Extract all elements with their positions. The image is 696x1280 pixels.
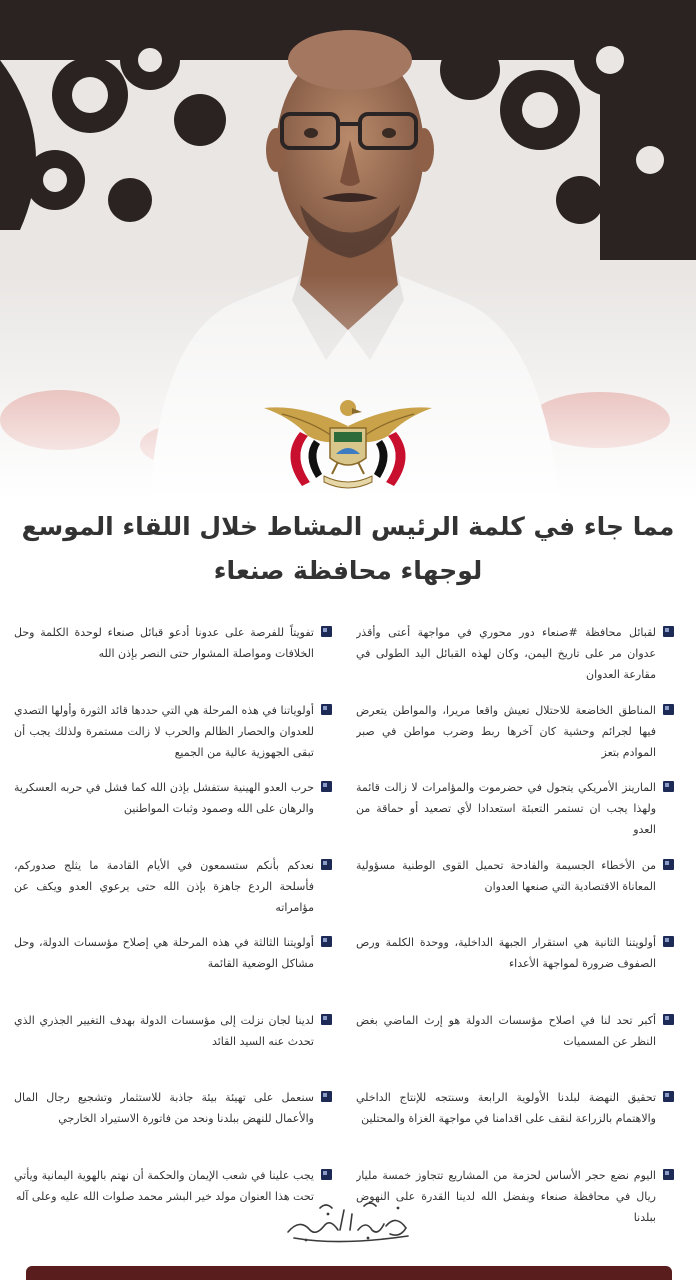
square-bullet-icon <box>663 704 674 715</box>
quote-item: المناطق الخاضعة للاحتلال تعيش واقعا مريرا، والمواطن يتعرض فيها لجرائم وحشية كان آخرها ربط وضرب مواطن في صبر الموادم بتعز <box>356 700 674 778</box>
square-bullet-icon <box>321 1091 332 1102</box>
square-bullet-icon <box>663 1014 674 1025</box>
presidency-office-calligraphy-logo <box>280 1196 416 1248</box>
quote-item: لقبائل محافظة #صنعاء دور محوري في مواجهة أعتى وأقذر عدوان مر على تاريخ اليمن، وكان لهذه القبائل اليد الطولى في مقارعة العدوان <box>356 622 674 700</box>
square-bullet-icon <box>321 781 332 792</box>
right-quotes-column <box>356 622 674 1242</box>
quote-item: نعدكم بأنكم ستسمعون في الأيام القادمة ما يثلج صدوركم، فأسلحة الردع جاهزة بإذن الله حتى يرعوي العدو ويكف عن مؤامراته <box>14 855 332 933</box>
quote-item: أولوياتنا في هذه المرحلة هي التي حددها قائد الثورة وأولها التصدي للعدوان والحصار الظالم والحرب لا زالت مستمرة ولذلك يجب أن تبقى الجهوزية عالية من الجميع <box>14 700 332 778</box>
quote-item: تحقيق النهضة لبلدنا الأولوية الرابعة وسنتجه للإنتاج الداخلي والاهتمام بالزراعة لنقف على اقدامنا في مواجهة الغزاة والمحتلين <box>356 1087 674 1165</box>
bottom-accent-bar <box>26 1266 672 1280</box>
quote-item: المارينز الأمريكي يتجول في حضرموت والمؤامرات لا زالت قائمة ولهذا يجب ان تستمر التعبئة استعدادا لأي تصعيد أو حماقة من العدو <box>356 777 674 855</box>
square-bullet-icon <box>663 781 674 792</box>
quote-item: أولويتنا الثانية هي استقرار الجبهة الداخلية، ووحدة الكلمة ورص الصفوف ضرورة لمواجهة الأعداء <box>356 932 674 1010</box>
quote-item: حرب العدو الهينية ستفشل بإذن الله كما فشل في حربه العسكرية والرهان على الله وصمود وثبات المواطنين <box>14 777 332 855</box>
square-bullet-icon <box>321 1014 332 1025</box>
quote-item: اليوم نضع حجر الأساس لحزمة من المشاريع تتجاوز خمسة مليار ريال في محافظة صنعاء وبفضل الله لدينا القدرة على النهوض ببلدنا <box>356 1165 674 1243</box>
square-bullet-icon <box>663 626 674 637</box>
quote-item: سنعمل على تهيئة بيئة جاذبة للاستثمار وتشجيع رجال المال والأعمال للنهض ببلدنا ونحد من فاتورة الاستيراد الخارجي <box>14 1087 332 1165</box>
square-bullet-icon <box>321 704 332 715</box>
quote-item: أكبر تحد لنا في اصلاح مؤسسات الدولة هو إرث الماضي بغض النظر عن المسميات <box>356 1010 674 1088</box>
quote-item: يجب علينا في شعب الإيمان والحكمة أن نهتم بالهوية اليمانية ويأتي تحت هذا العنوان مولد خير البشر محمد صلوات الله عليه وعلى آله <box>14 1165 332 1243</box>
square-bullet-icon <box>321 1169 332 1180</box>
square-bullet-icon <box>663 859 674 870</box>
square-bullet-icon <box>663 1169 674 1180</box>
left-quotes-column <box>14 622 332 1242</box>
page-headline: مما جاء في كلمة الرئيس المشاط خلال اللقاء الموسع لوجهاء محافظة صنعاء <box>21 512 675 585</box>
square-bullet-icon <box>321 626 332 637</box>
square-bullet-icon <box>663 1091 674 1102</box>
square-bullet-icon <box>321 936 332 947</box>
square-bullet-icon <box>321 859 332 870</box>
quotes-columns <box>0 622 696 1224</box>
republic-eagle-emblem <box>262 396 434 496</box>
quote-item: من الأخطاء الجسيمة والفادحة تحميل القوى الوطنية مسؤولية المعاناة الاقتصادية التي صنعها العدوان <box>356 855 674 933</box>
quote-item: تفويتاً للفرصة على عدونا أدعو قبائل صنعاء لوحدة الكلمة وحل الخلافات ومواصلة المشوار حتى النصر بإذن الله <box>14 622 332 700</box>
quote-item: أولويتنا الثالثة في هذه المرحلة هي إصلاح مؤسسات الدولة، وحل مشاكل الوضعية القائمة <box>14 932 332 1010</box>
square-bullet-icon <box>663 936 674 947</box>
quote-item: لدينا لجان نزلت إلى مؤسسات الدولة بهدف التغيير الجذري الذي تحدث عنه السيد القائد <box>14 1010 332 1088</box>
